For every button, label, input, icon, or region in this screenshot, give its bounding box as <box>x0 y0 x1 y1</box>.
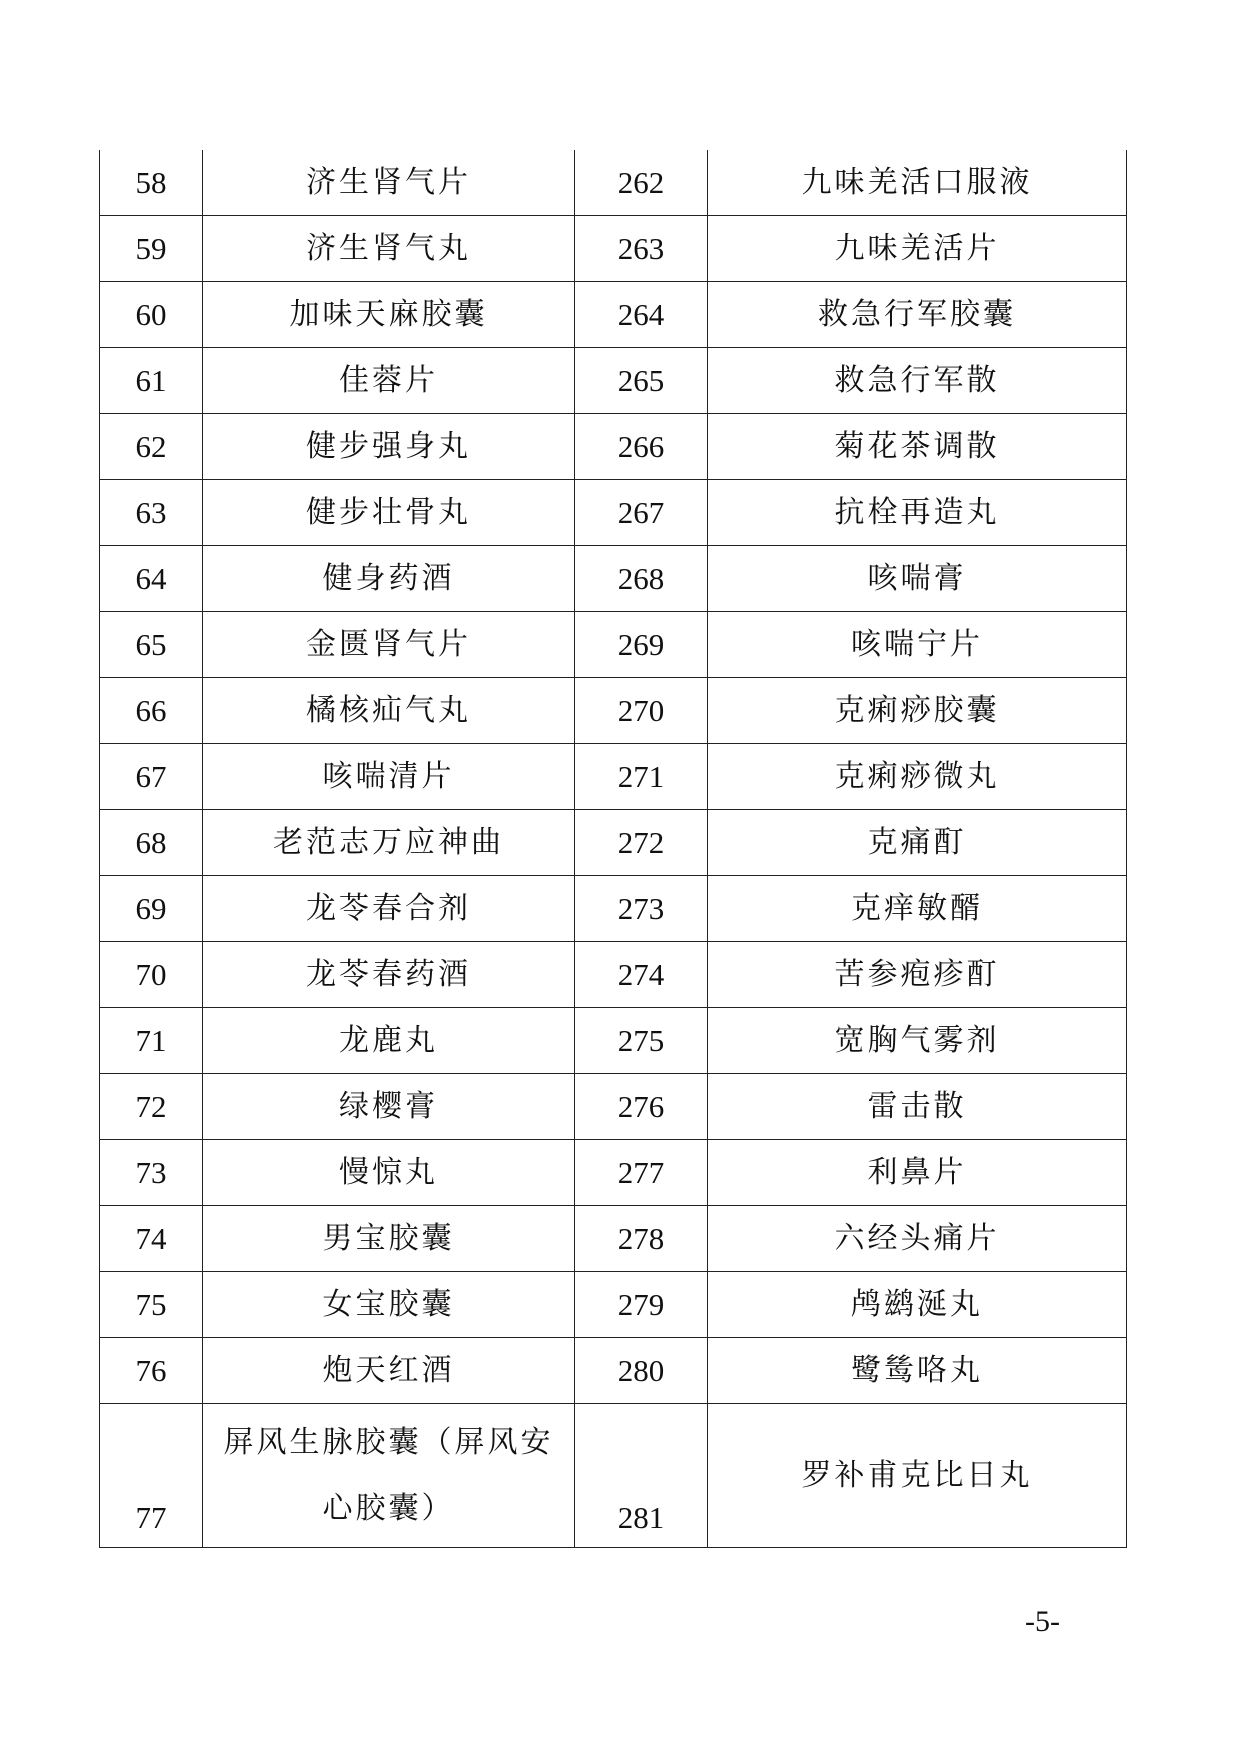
right-number-cell: 274 <box>575 942 708 1008</box>
right-number-cell: 269 <box>575 612 708 678</box>
right-number-cell: 263 <box>575 216 708 282</box>
table-row <box>100 942 1127 1008</box>
table-row <box>100 546 1127 612</box>
table-row <box>100 1074 1127 1140</box>
table-row <box>100 1272 1127 1338</box>
right-drug-name-cell: 救急行军胶囊 <box>708 282 1127 348</box>
drug-list-table-body <box>100 150 1127 1548</box>
left-drug-name-cell: 慢惊丸 <box>203 1140 575 1206</box>
right-number-cell: 262 <box>575 150 708 216</box>
left-number-cell: 77 <box>100 1404 203 1548</box>
table-row <box>100 1404 1127 1548</box>
table-row <box>100 1338 1127 1404</box>
left-number-cell: 71 <box>100 1008 203 1074</box>
right-number-cell: 270 <box>575 678 708 744</box>
left-number-cell: 73 <box>100 1140 203 1206</box>
left-drug-name-cell: 济生肾气丸 <box>203 216 575 282</box>
right-number-cell: 273 <box>575 876 708 942</box>
table-row <box>100 744 1127 810</box>
left-drug-name-cell: 男宝胶囊 <box>203 1206 575 1272</box>
left-number-cell: 63 <box>100 480 203 546</box>
left-drug-name-cell: 佳蓉片 <box>203 348 575 414</box>
left-number-cell: 67 <box>100 744 203 810</box>
right-number-cell: 275 <box>575 1008 708 1074</box>
left-number-cell: 58 <box>100 150 203 216</box>
right-drug-name-cell: 九味羌活口服液 <box>708 150 1127 216</box>
right-drug-name-cell: 九味羌活片 <box>708 216 1127 282</box>
left-drug-name-cell: 龙苓春药酒 <box>203 942 575 1008</box>
left-drug-name-cell: 炮天红酒 <box>203 1338 575 1404</box>
right-number-cell: 268 <box>575 546 708 612</box>
left-drug-name-cell: 金匮肾气片 <box>203 612 575 678</box>
left-number-cell: 76 <box>100 1338 203 1404</box>
left-drug-name-cell: 咳喘清片 <box>203 744 575 810</box>
left-drug-name-cell: 健身药酒 <box>203 546 575 612</box>
left-drug-name-cell: 加味天麻胶囊 <box>203 282 575 348</box>
right-drug-name-cell: 六经头痛片 <box>708 1206 1127 1272</box>
table-row <box>100 678 1127 744</box>
table-row <box>100 150 1127 216</box>
left-number-cell: 75 <box>100 1272 203 1338</box>
left-drug-name-cell: 济生肾气片 <box>203 150 575 216</box>
left-drug-name-cell: 健步强身丸 <box>203 414 575 480</box>
right-drug-name-cell: 菊花茶调散 <box>708 414 1127 480</box>
left-number-cell: 65 <box>100 612 203 678</box>
left-drug-name-cell: 老范志万应神曲 <box>203 810 575 876</box>
right-drug-name-cell: 鹭鸶咯丸 <box>708 1338 1127 1404</box>
right-drug-name-cell: 利鼻片 <box>708 1140 1127 1206</box>
page-number: -5- <box>1025 1605 1060 1638</box>
right-drug-name-cell: 克痢痧胶囊 <box>708 678 1127 744</box>
left-drug-name-cell: 龙鹿丸 <box>203 1008 575 1074</box>
table-row <box>100 810 1127 876</box>
left-number-cell: 68 <box>100 810 203 876</box>
right-number-cell: 279 <box>575 1272 708 1338</box>
right-drug-name-cell: 苦参疱疹酊 <box>708 942 1127 1008</box>
right-drug-name-cell: 雷击散 <box>708 1074 1127 1140</box>
table-row <box>100 282 1127 348</box>
right-drug-name-cell: 鸬鹚涎丸 <box>708 1272 1127 1338</box>
right-number-cell: 280 <box>575 1338 708 1404</box>
right-number-cell: 266 <box>575 414 708 480</box>
right-drug-name-cell: 抗栓再造丸 <box>708 480 1127 546</box>
left-number-cell: 70 <box>100 942 203 1008</box>
right-drug-name-cell: 克痛酊 <box>708 810 1127 876</box>
left-number-cell: 69 <box>100 876 203 942</box>
left-number-cell: 59 <box>100 216 203 282</box>
right-drug-name-cell: 罗补甫克比日丸 <box>708 1404 1127 1548</box>
table-row <box>100 876 1127 942</box>
left-drug-name-cell: 绿樱膏 <box>203 1074 575 1140</box>
drug-list-table <box>99 150 1127 1548</box>
left-drug-name-cell: 橘核疝气丸 <box>203 678 575 744</box>
right-number-cell: 278 <box>575 1206 708 1272</box>
table-row <box>100 1140 1127 1206</box>
left-number-cell: 62 <box>100 414 203 480</box>
right-number-cell: 281 <box>575 1404 708 1548</box>
left-drug-name-cell: 健步壮骨丸 <box>203 480 575 546</box>
left-drug-name-cell: 屏风生脉胶囊（屏风安心胶囊） <box>203 1404 575 1548</box>
table-row <box>100 1206 1127 1272</box>
left-number-cell: 60 <box>100 282 203 348</box>
table-row <box>100 1008 1127 1074</box>
right-drug-name-cell: 宽胸气雾剂 <box>708 1008 1127 1074</box>
left-number-cell: 74 <box>100 1206 203 1272</box>
right-drug-name-cell: 咳喘膏 <box>708 546 1127 612</box>
right-drug-name-cell: 克痢痧微丸 <box>708 744 1127 810</box>
right-number-cell: 272 <box>575 810 708 876</box>
right-number-cell: 265 <box>575 348 708 414</box>
table-row <box>100 414 1127 480</box>
left-number-cell: 66 <box>100 678 203 744</box>
right-number-cell: 276 <box>575 1074 708 1140</box>
right-number-cell: 277 <box>575 1140 708 1206</box>
right-drug-name-cell: 救急行军散 <box>708 348 1127 414</box>
right-number-cell: 264 <box>575 282 708 348</box>
right-number-cell: 271 <box>575 744 708 810</box>
left-number-cell: 61 <box>100 348 203 414</box>
right-drug-name-cell: 咳喘宁片 <box>708 612 1127 678</box>
left-number-cell: 64 <box>100 546 203 612</box>
left-drug-name-cell: 女宝胶囊 <box>203 1272 575 1338</box>
table-row <box>100 480 1127 546</box>
right-drug-name-cell: 克痒敏醑 <box>708 876 1127 942</box>
table-row <box>100 216 1127 282</box>
table-row <box>100 612 1127 678</box>
left-number-cell: 72 <box>100 1074 203 1140</box>
right-number-cell: 267 <box>575 480 708 546</box>
left-drug-name-cell: 龙苓春合剂 <box>203 876 575 942</box>
table-row <box>100 348 1127 414</box>
